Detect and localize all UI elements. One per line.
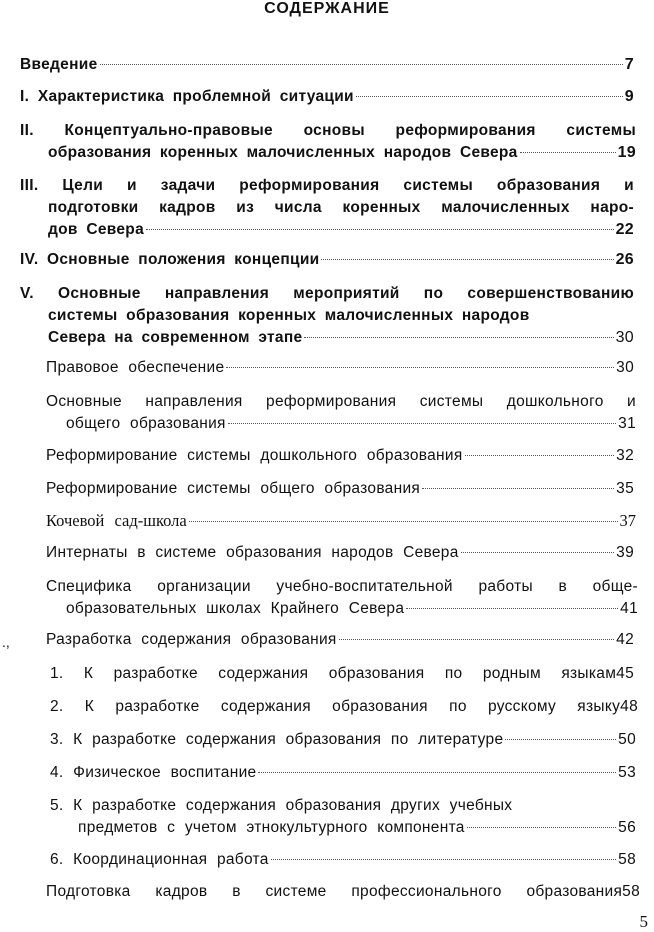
dot-leader — [356, 96, 623, 97]
page-title: СОДЕРЖАНИЕ — [264, 0, 390, 17]
toc-entry-title: Севера на современном этапе — [48, 329, 303, 346]
toc-page-number: 48 — [620, 698, 638, 715]
toc-page-number: 35 — [616, 480, 634, 497]
dot-leader — [520, 152, 616, 153]
toc-page-number: 42 — [616, 631, 634, 648]
toc-entry-title: 1. К разработке содержания образования по родным языкам — [50, 665, 617, 682]
toc-entry-title: образовательных школах Крайнего Севера — [66, 600, 405, 617]
toc-page-number: 58 — [622, 883, 640, 900]
toc-entry-title: дов Севера — [48, 221, 144, 238]
toc-entry-title: 6. Координационная работа — [50, 851, 269, 868]
toc-entry-title: Реформирование системы дошкольного образования — [46, 447, 463, 464]
dot-leader — [304, 337, 613, 338]
dot-leader — [422, 488, 614, 489]
toc-entry-title: Специфика организации учебно-воспитательной работы в обще- — [46, 578, 638, 595]
toc-line — [20, 175, 634, 197]
toc-line — [48, 219, 634, 241]
toc-entry-title: подготовки кадров из числа коренных малочисленных наро- — [48, 199, 634, 216]
toc-page-number: 7 — [624, 56, 634, 73]
toc-page-number: 31 — [618, 415, 636, 432]
toc-line — [78, 817, 636, 839]
dot-leader — [461, 552, 615, 553]
toc-entry-title: II. Концептуально-правовые основы реформирования системы — [20, 122, 636, 139]
toc-line — [20, 249, 634, 271]
toc-entry-title: IV. Основные положения концепции — [20, 251, 320, 268]
toc-line — [46, 542, 634, 564]
toc-page-number: 45 — [616, 665, 634, 682]
toc-line — [20, 54, 634, 76]
toc-entry-title: Кочевой сад-школа — [46, 511, 187, 530]
dot-leader — [465, 455, 615, 456]
toc-page-number: 41 — [620, 600, 638, 617]
toc-page-number: 50 — [618, 731, 636, 748]
toc-entry-title: 4. Физическое воспитание — [50, 764, 257, 781]
stray-mark: ., — [2, 634, 10, 650]
toc-entry-title: 2. К разработке содержания образования по русскому языку — [50, 698, 621, 715]
toc-line — [20, 283, 634, 305]
toc-line — [20, 120, 636, 142]
toc-line — [50, 729, 636, 751]
toc-line — [50, 762, 636, 784]
toc-line — [46, 881, 640, 903]
toc-page-number: 53 — [618, 764, 636, 781]
toc-line — [48, 142, 636, 164]
toc-line — [48, 327, 634, 349]
toc-entry-title: Введение — [20, 56, 98, 73]
dot-leader — [505, 739, 616, 740]
toc-entry-title: Подготовка кадров в системе профессионального образования — [46, 883, 623, 900]
dot-leader — [321, 259, 613, 260]
toc-entry-title: 5. К разработке содержания образования других учебных — [50, 797, 513, 814]
dot-leader — [189, 521, 618, 522]
toc-entry-title: I. Характеристика проблемной ситуации — [20, 88, 354, 105]
toc-line — [66, 413, 636, 435]
dot-leader — [339, 639, 615, 640]
toc-page-number: 30 — [616, 359, 634, 376]
toc-line — [46, 478, 634, 500]
dot-leader — [226, 367, 614, 368]
toc-entry-title: Интернаты в системе образования народов Севера — [46, 544, 459, 561]
toc-line — [46, 510, 636, 532]
dot-leader — [228, 423, 616, 424]
toc-entry-title: Правовое обеспечение — [46, 359, 225, 376]
dot-leader — [467, 827, 616, 828]
toc-entry-title: 3. К разработке содержания образования по литературе — [50, 731, 504, 748]
toc-page-number: 9 — [624, 88, 634, 105]
toc-line — [46, 357, 634, 379]
toc-entry-title: Основные направления реформирования системы дошкольного и — [46, 393, 636, 410]
toc-line — [66, 598, 638, 620]
toc-line — [48, 197, 634, 219]
dot-leader — [100, 64, 623, 65]
toc-line — [48, 305, 634, 327]
dot-leader — [406, 608, 618, 609]
toc-page-number: 56 — [618, 819, 636, 836]
toc-entry-title: предметов с учетом этнокультурного компонента — [78, 819, 465, 836]
page-number-folio: 5 — [639, 912, 648, 931]
toc-line — [46, 629, 634, 651]
dot-leader — [146, 229, 614, 230]
toc-line — [50, 795, 636, 817]
toc-line — [46, 445, 634, 467]
toc-page-number: 39 — [616, 544, 634, 561]
toc-entry-title: образования коренных малочисленных народов Севера — [48, 144, 518, 161]
toc-page-number: 22 — [615, 221, 634, 238]
toc-entry-title: V. Основные направления мероприятий по совершенствованию — [20, 285, 634, 302]
toc-page-number: 58 — [618, 851, 636, 868]
toc-line — [46, 391, 636, 413]
toc-entry-title: общего образования — [66, 415, 226, 432]
toc-entry-title: Реформирование системы общего образования — [46, 480, 421, 497]
dot-leader — [258, 772, 616, 773]
toc-entry-title: системы образования коренных малочисленных народов — [48, 307, 530, 324]
toc-entry-title: III. Цели и задачи реформирования системы образования и — [20, 177, 634, 194]
toc-page-number: 32 — [616, 447, 634, 464]
toc-page-number: 26 — [615, 251, 634, 268]
toc-line — [50, 696, 638, 718]
toc-line — [50, 663, 634, 685]
toc-page-number: 37 — [619, 511, 636, 530]
toc-page-number: 30 — [615, 329, 634, 346]
toc-line — [50, 849, 636, 871]
toc-page-number: 19 — [617, 144, 636, 161]
dot-leader — [271, 859, 616, 860]
toc-line — [46, 576, 638, 598]
toc-entry-title: Разработка содержания образования — [46, 631, 337, 648]
toc-line — [20, 86, 634, 108]
